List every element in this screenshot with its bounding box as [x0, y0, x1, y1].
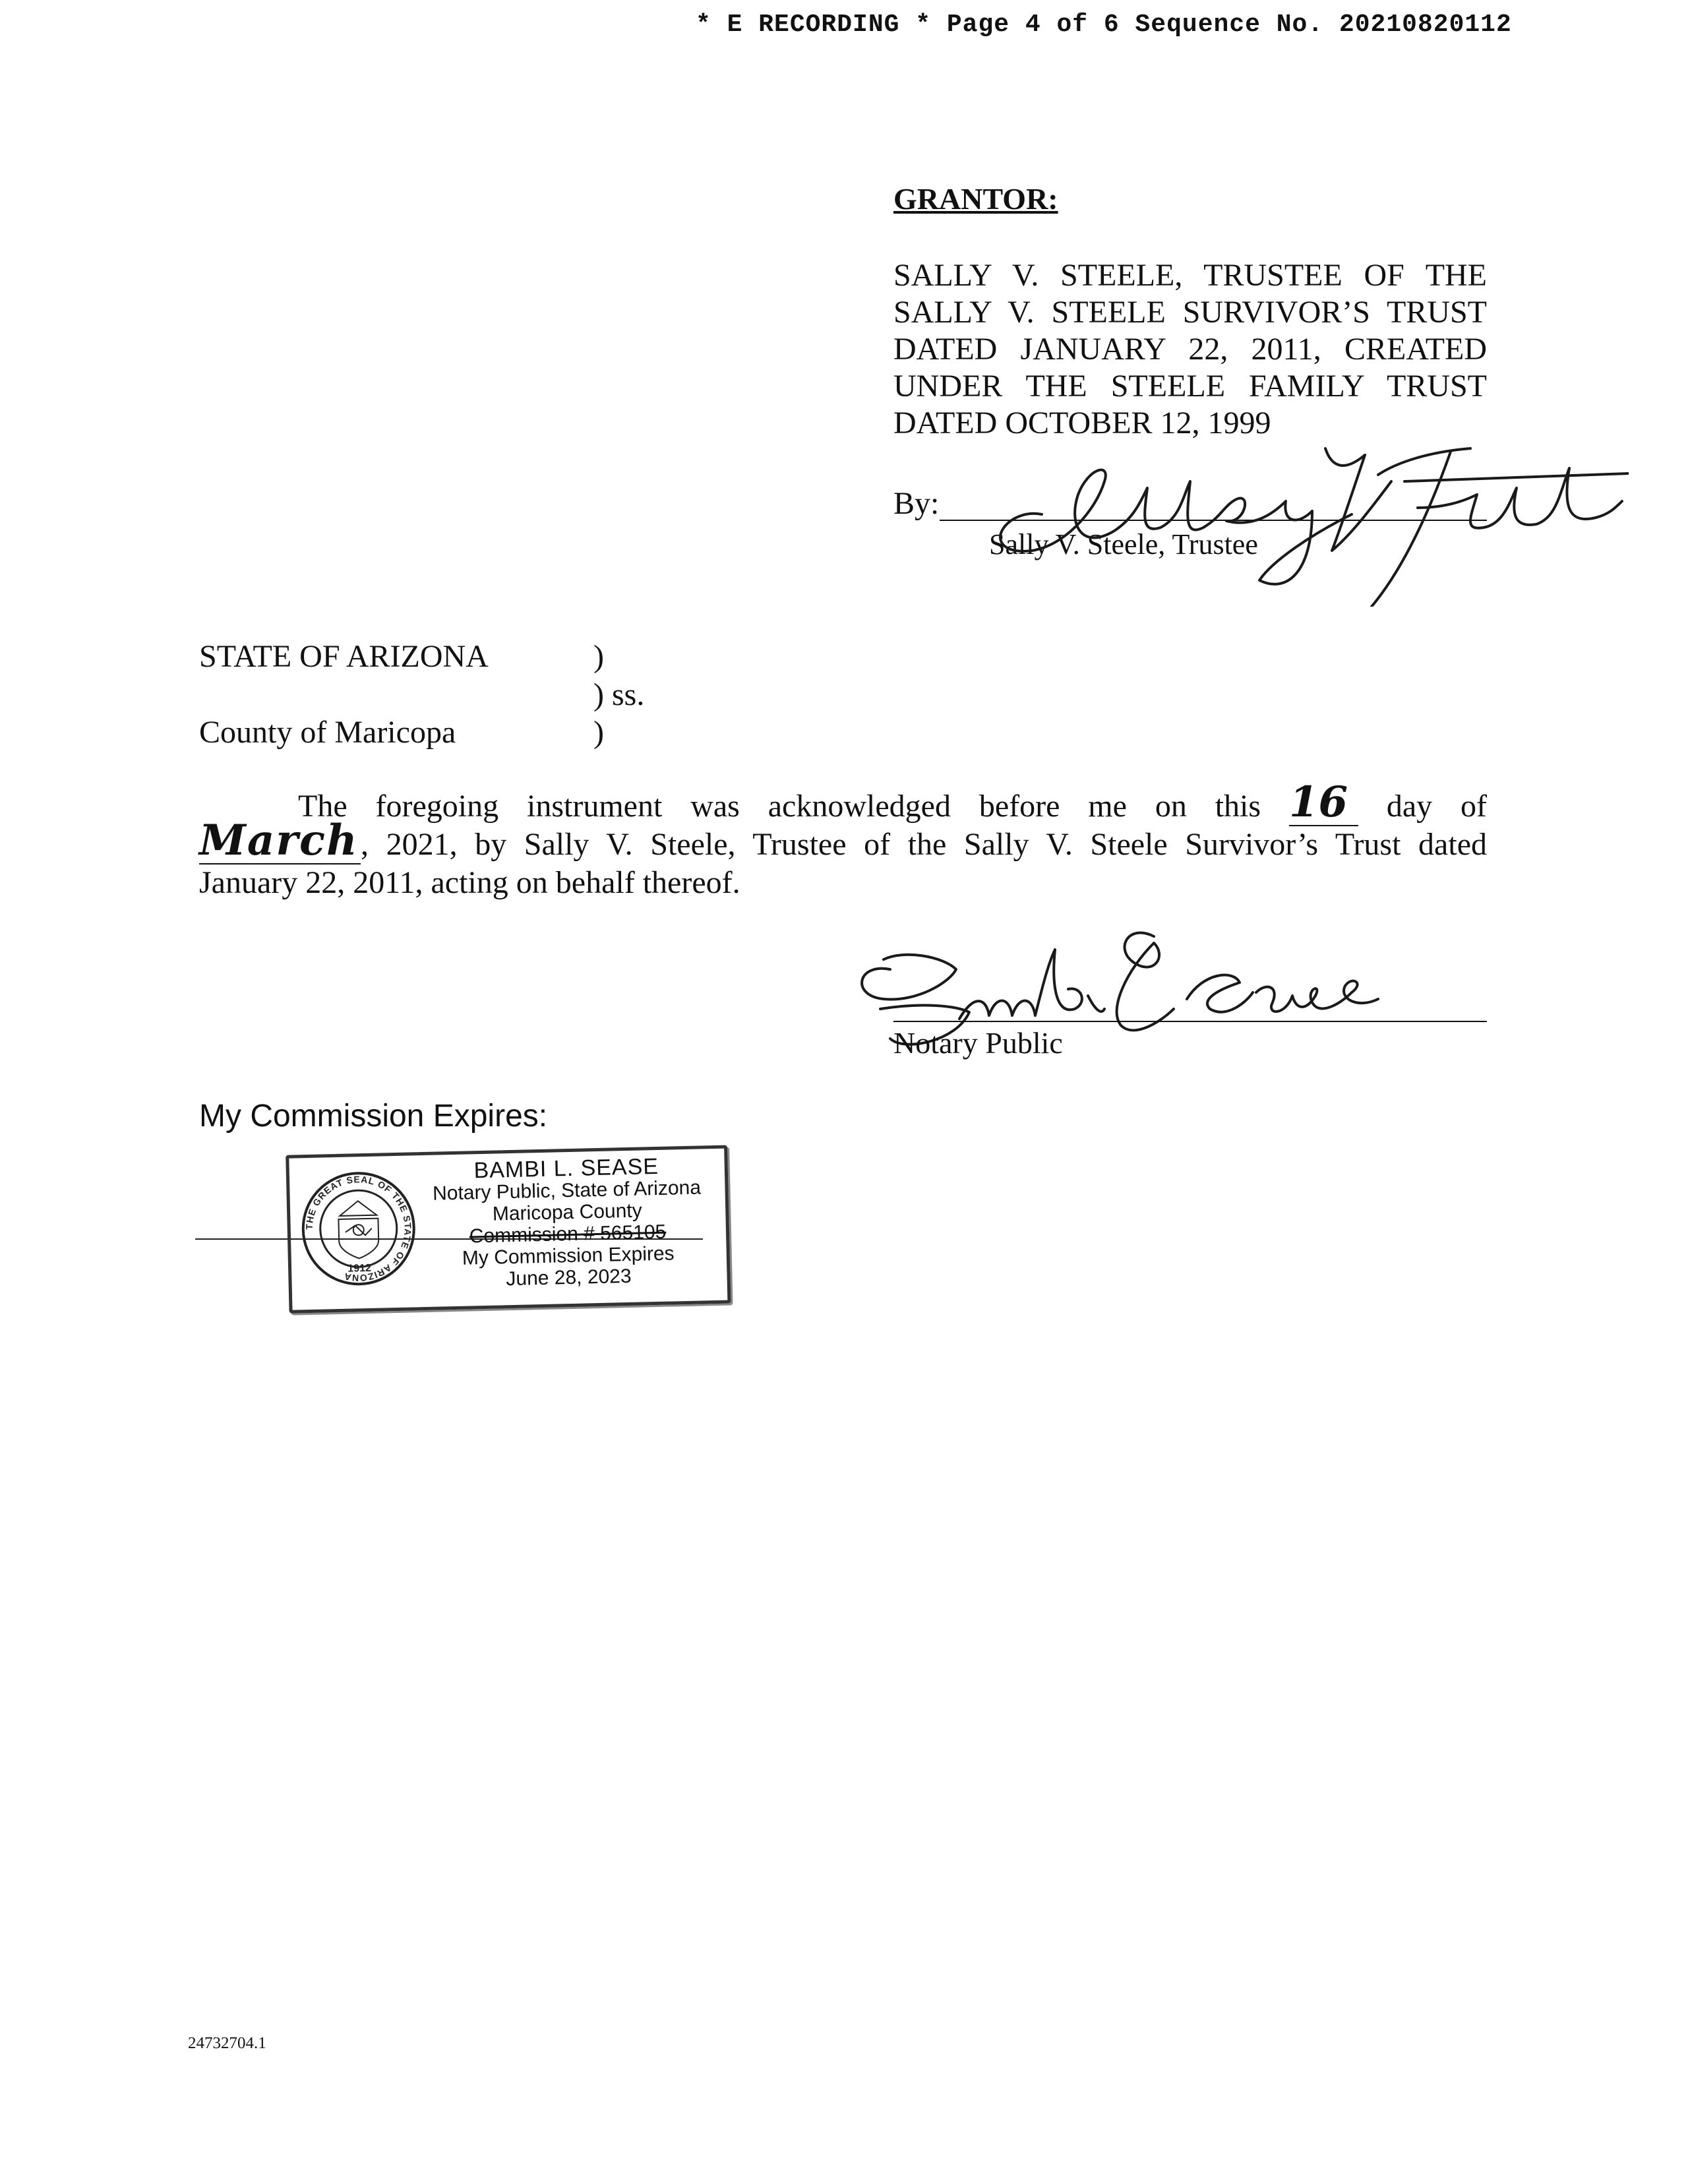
acknowledgment-paragraph [199, 777, 1488, 901]
stamp-expires-label: My Commission Expires [462, 1242, 675, 1269]
recording-header: * E RECORDING * Page 4 of 6 Sequence No. 20210820112 [696, 11, 1512, 39]
notary-signature-line [893, 1021, 1487, 1022]
month-handwritten: March [199, 816, 359, 865]
ack-line1-end: day of [1386, 789, 1488, 824]
grantor-heading [893, 181, 1058, 216]
grantor-signature [943, 409, 1629, 607]
venue-paren-open: ) [593, 639, 604, 674]
acknowledgment-line-2 [199, 816, 1487, 865]
stamp-notary-title: Notary Public, State of Arizona [432, 1176, 702, 1205]
seal-year: 1912 [347, 1262, 372, 1275]
day-handwritten: 16 [1288, 777, 1348, 827]
notary-stamp [286, 1145, 738, 1323]
arizona-seal-icon [298, 1168, 419, 1289]
signer-name: Sally V. Steele, Trustee [989, 528, 1258, 561]
stamp-county: Maricopa County [492, 1199, 643, 1225]
venue-county: County of Maricopa [199, 715, 456, 750]
stamp-commission-number: Commission # 565105 [469, 1221, 667, 1248]
document-number: 24732704.1 [188, 2034, 266, 2052]
grantor-line: SALLY V. STEELE SURVIVOR’S TRUST [893, 295, 1487, 330]
commission-expires-label: My Commission Expires: [199, 1099, 548, 1134]
ack-line1-text: The foregoing instrument was acknowledged before me on this [298, 789, 1261, 824]
stamp-text [414, 1155, 720, 1292]
by-label: By: [893, 486, 940, 521]
stamp-expires-date: June 28, 2023 [506, 1265, 632, 1290]
grantor-line: DATED OCTOBER 12, 1999 [893, 406, 1271, 440]
venue-state: STATE OF ARIZONA [199, 639, 489, 674]
stamp-notary-name: BAMBI L. SEASE [473, 1153, 659, 1184]
acknowledgment-line-3: January 22, 2011, acting on behalf thereof. [199, 865, 740, 900]
seal-ring-text-path: THE GREAT SEAL OF THE STATE OF ARIZONA [303, 1174, 413, 1284]
grantor-line: SALLY V. STEELE, TRUSTEE OF THE [893, 258, 1487, 293]
grantor-line: DATED JANUARY 22, 2011, CREATED [893, 332, 1487, 367]
acknowledgment-line-1 [199, 777, 1488, 827]
grantor-heading-colon: : [1048, 182, 1058, 216]
grantor-heading-text: GRANTOR [893, 182, 1048, 216]
month-blank [199, 816, 361, 865]
day-blank [1288, 777, 1358, 827]
venue-paren-close: ) [593, 715, 604, 750]
notary-public-label: Notary Public [893, 1026, 1063, 1060]
grantor-line: UNDER THE STEELE FAMILY TRUST [893, 369, 1487, 404]
ack-line2-text: , 2021, by Sally V. Steele, Trustee of the Sally V. Steele Survivor’s Trust dated [361, 827, 1487, 862]
venue-ss: ) ss. [593, 677, 645, 712]
